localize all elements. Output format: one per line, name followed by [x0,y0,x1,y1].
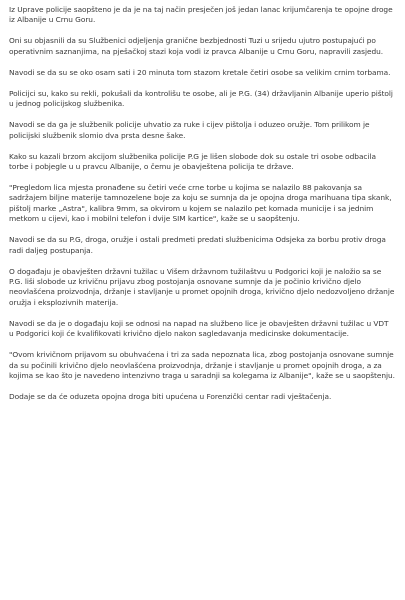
article-paragraph: "Ovom krivičnom prijavom su obuhvaćena i tri za sada nepoznata lica, zbog postojanja osnovane sumnje da su počinili krivično djelo neovlašćena proizvodnja, držanje i stavljanje u promet opojnih droga, a za kojima se kao što je navedeno intenzivno traga u saradnji sa kolegama iz Albanije", kaže se u saopštenju. [9,350,395,381]
article-paragraph: Navodi se da su se oko osam sati i 20 minuta tom stazom kretale četiri osobe sa velikim crnim torbama. [9,67,391,77]
article-paragraph: Navodi se da je o događaju koji se odnosi na napad na službeno lice je obavješten državni tužilac u VDT u Podgorici koji će kvalifikovati krivično djelo nakon sagledavanja medicinske dokumentacije. [9,318,389,339]
article-paragraph: Navodi se da ga je službenik policije uhvatio za ruke i cijev pištolja i oduzeo oružje. Tom prilikom je policijski službenik slomio dva prsta desne šake. [9,120,370,140]
article-paragraph: Iz Uprave policije saopšteno je da je na taj način presječen još jedan lanac krijumčarenja te opojne droge iz Albanije u Crnu Goru. [9,5,393,25]
article-paragraph: Kako su kazali brzom akcijom službenika policije P.G je lišen slobode dok su ostale tri osobe odbacila torbe i pobjegle u u pravcu Albanije, o čemu je obavještena policija te države. [9,151,376,172]
article-paragraph: "Pregledom lica mjesta pronađene su četiri veće crne torbe u kojima se nalazilo 88 pakovanja sa sadržajem biljne materije tamnozelene boje za koju se sumnja da je opojna droga marihuana tipa skank, pištolj marke „Astra", kalibra 9mm, sa okvirom u kojem se nalazilo pet komada municije i sa jednim metkom u cijevi, kao i mobilni telefon i dvije SIM kartice", kaže se u saopštenju. [9,183,392,224]
article-paragraph: Oni su objasnili da su Službenici odjeljenja granične bezbjednosti Tuzi u srijedu ujutro postupajući po operativnim saznanjima, na pješačkoj stazi koja vodi iz pravca Albanije u Crnu Goru, napravili zasjedu. [9,36,384,56]
article-paragraph: O događaju je obavješten državni tužilac u Višem državnom tužilaštvu u Podgorici koji je naložio sa se P.G. liši slobode uz krivičnu prijavu zbog postojanja osnovane sumnje da je počinio krivično djelo neovlašćena proizvodnja, držanje i stavljanje u promet opojnih droga, krivično djelo nedozvoljeno držanje oružja i eksplozivnih materija. [9,266,395,307]
article-paragraph: Navodi se da su P.G, droga, oružje i ostali predmeti predati službenicima Odsjeka za borbu protiv droga radi daljeg postupanja. [9,235,386,255]
article-paragraph: Policijci su, kako su rekli, pokušali da kontrolišu te osobe, ali je P.G. (34) državljanin Albanije uperio pištolj u jednog policijskog službenika. [9,88,393,109]
article-paragraph: Dodaje se da će oduzeta opojna droga biti upućena u Forenzički centar radi vještačenja. [9,392,332,402]
